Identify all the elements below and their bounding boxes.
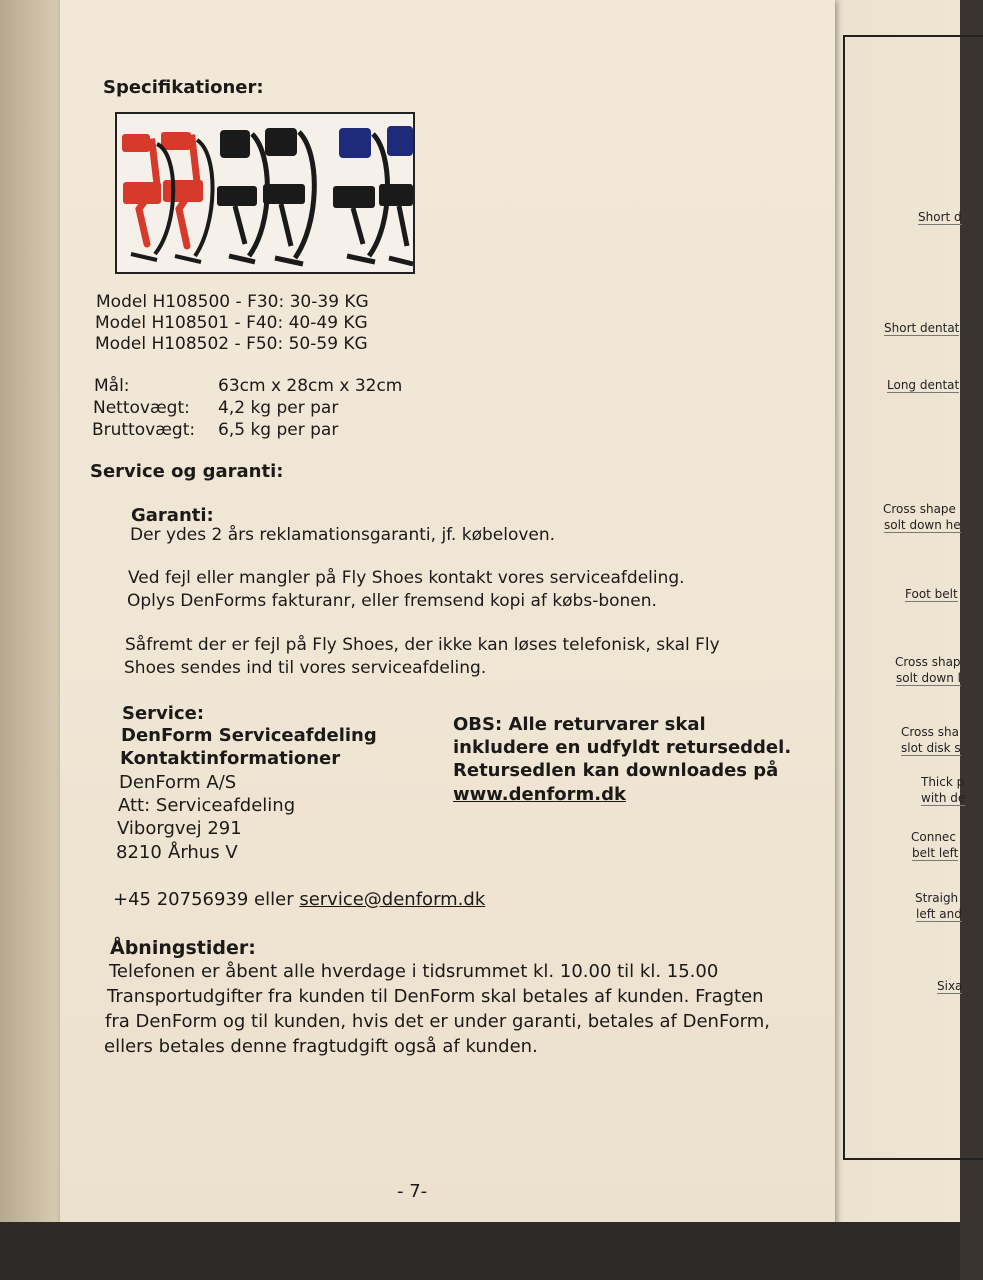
fejl-text: Oplys DenForms fakturanr, eller fremsend kopi af købs-bonen. <box>127 591 657 611</box>
hours-text: ellers betales denne fragtudgift også af kunden. <box>104 1036 538 1057</box>
hours-text: Transportudgifter fra kunden til DenForm skal betales af kunden. Fragten <box>107 986 764 1007</box>
right-label: Cross shap <box>895 655 961 669</box>
dim-value: 6,5 kg per par <box>218 420 339 440</box>
phone-text: +45 20756939 eller <box>113 889 300 910</box>
product-photo <box>115 112 415 274</box>
model-line: Model H108502 - F50: 50-59 KG <box>95 334 368 354</box>
contact-line <box>113 889 485 910</box>
model-line: Model H108500 - F30: 30-39 KG <box>96 292 369 312</box>
dim-label: Nettovægt: <box>93 398 190 418</box>
hours-text: Telefonen er åbent alle hverdage i tidsrummet kl. 10.00 til kl. 15.00 <box>109 961 719 982</box>
right-label: belt left <box>912 846 959 860</box>
right-label: solt down l <box>896 671 961 685</box>
obs-text: OBS: Alle returvarer skal <box>453 714 706 735</box>
garanti-text: Der ydes 2 års reklamationsgaranti, jf. købeloven. <box>130 525 556 545</box>
right-label: Short dentat <box>884 321 960 335</box>
service-heading: Service: <box>122 703 205 724</box>
dim-value: 63cm x 28cm x 32cm <box>218 376 403 396</box>
city: Århus V <box>168 842 238 863</box>
right-label: Long dentat <box>887 378 960 392</box>
right-label: slot disk s <box>901 741 961 755</box>
binding-edge <box>0 0 60 1280</box>
service-dept: DenForm Serviceafdeling <box>121 725 377 746</box>
hours-text: fra DenForm og til kunden, hvis det er under garanti, betales af DenForm, <box>105 1011 771 1032</box>
right-label: with de <box>921 791 966 805</box>
right-label: Thick p <box>921 775 965 789</box>
postal-code: 8210 <box>116 842 162 863</box>
right-label: Short d <box>918 210 962 224</box>
right-label: Cross shape <box>883 502 956 516</box>
dim-label: Bruttovægt: <box>92 420 196 440</box>
fejl-text: Ved fejl eller mangler på Fly Shoes kontakt vores serviceafdeling. <box>128 568 685 588</box>
right-label: Cross sha <box>901 725 959 739</box>
fly-shoes-image <box>117 114 413 272</box>
obs-text: Retursedlen kan downloades på <box>453 760 779 781</box>
obs-text: inkludere en udfyldt returseddel. <box>453 737 792 758</box>
spec-heading: Specifikationer: <box>103 77 264 98</box>
garanti-heading: Garanti: <box>131 505 214 526</box>
right-label: Connec <box>911 830 956 844</box>
dim-label: Mål: <box>94 376 130 396</box>
service-email-link[interactable]: service@denform.dk <box>299 889 486 910</box>
service-garanti-heading: Service og garanti: <box>90 461 284 482</box>
table-surface <box>0 1222 960 1280</box>
saafremt-text: Såfremt der er fejl på Fly Shoes, der ikke kan løses telefonisk, skal Fly <box>125 635 720 655</box>
right-label: solt down he <box>884 518 961 532</box>
company-name: DenForm A/S <box>119 772 237 793</box>
right-label: left and <box>916 907 962 921</box>
page-number: - 7- <box>397 1181 428 1202</box>
attention-line: Att: Serviceafdeling <box>118 795 296 816</box>
right-label: Foot belt <box>905 587 958 601</box>
denform-website-link[interactable]: www.denform.dk <box>453 784 627 805</box>
saafremt-text: Shoes sendes ind til vores serviceafdeling. <box>124 658 487 678</box>
model-line: Model H108501 - F40: 40-49 KG <box>95 313 368 333</box>
hours-heading: Åbningstider: <box>110 937 256 959</box>
dim-value: 4,2 kg per par <box>218 398 339 418</box>
service-contact-info: Kontaktinformationer <box>120 748 341 769</box>
right-label: Sixa <box>937 979 963 993</box>
right-label: Straigh <box>915 891 959 905</box>
street-address: Viborgvej 291 <box>117 818 242 839</box>
